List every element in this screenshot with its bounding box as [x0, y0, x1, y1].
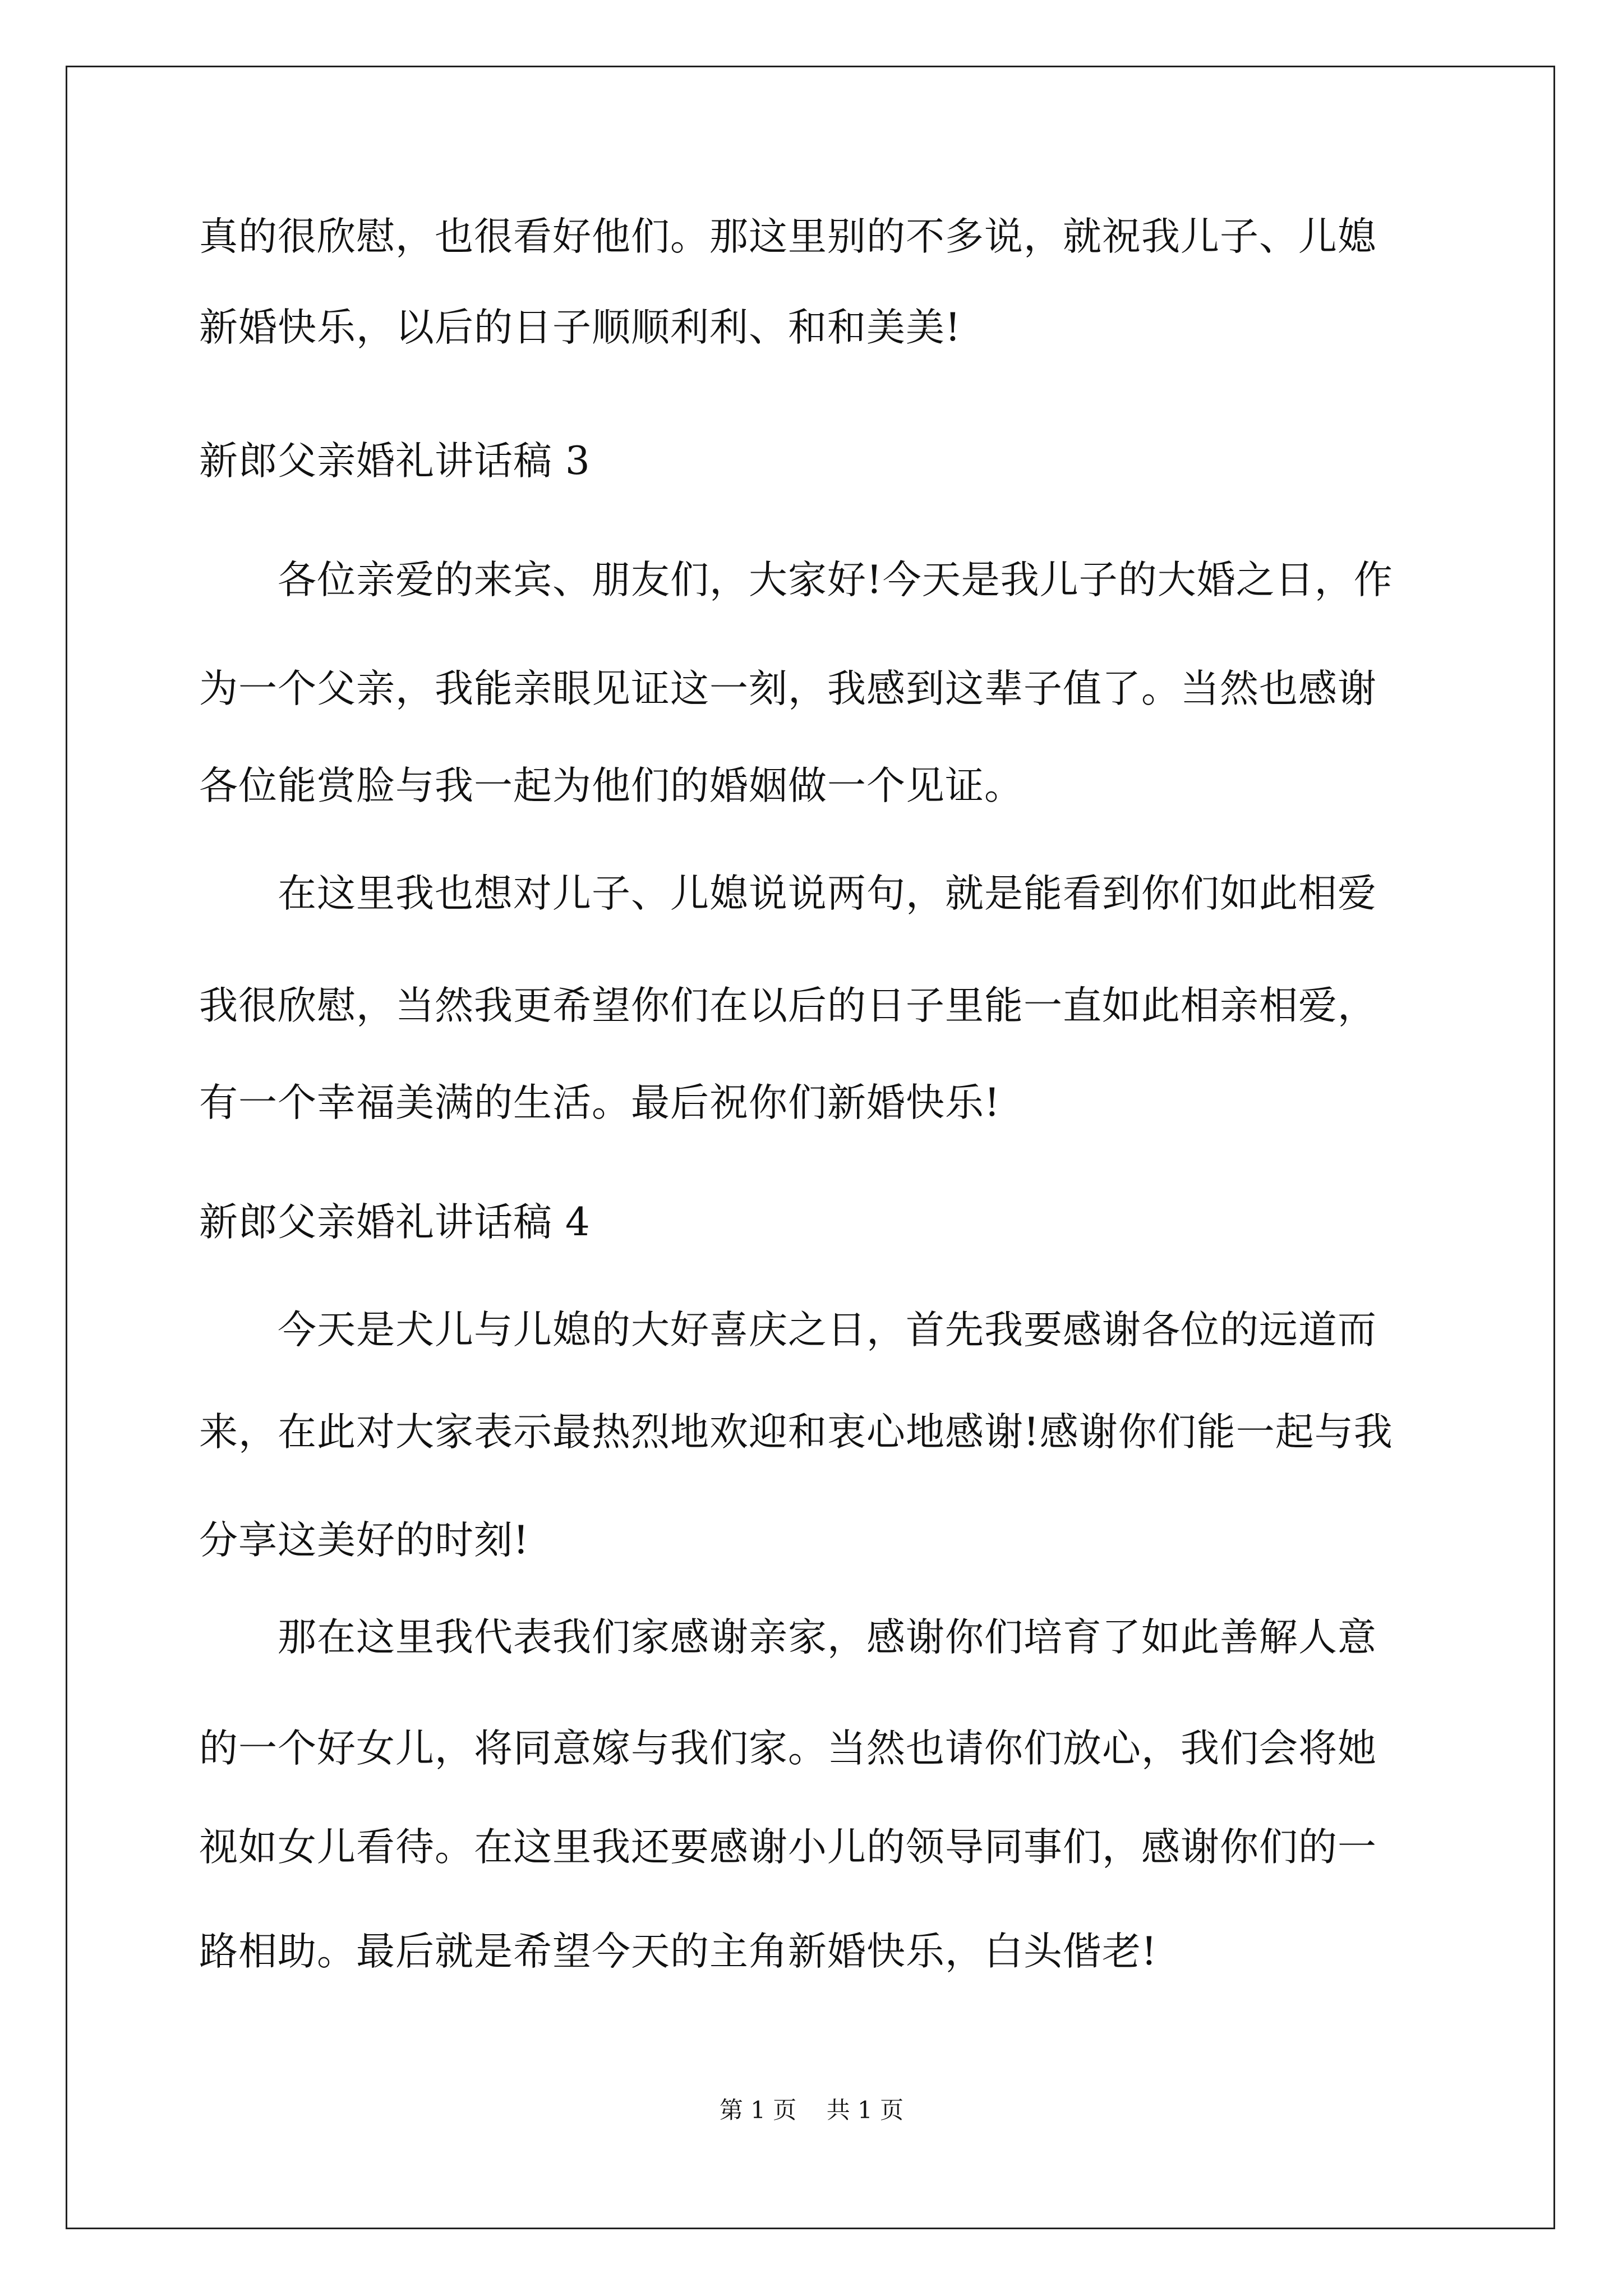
text-line: 真的很欣慰，也很看好他们。那这里别的不多说，就祝我儿子、儿媳: [199, 214, 1377, 259]
paragraph-line: 路相助。最后就是希望今天的主角新婚快乐，白头偕老!: [199, 1929, 1158, 1974]
paragraph-line: 在这里我也想对儿子、儿媳说说两句，就是能看到你们如此相爱: [278, 871, 1377, 916]
section-heading-3: 新郎父亲婚礼讲话稿 3: [199, 439, 591, 484]
paragraph-line: 我很欣慰，当然我更希望你们在以后的日子里能一直如此相亲相爱，: [199, 983, 1377, 1028]
page-number-footer: 第 1 页 共 1 页: [719, 2096, 904, 2124]
paragraph-line: 各位亲爱的来宾、朋友们，大家好!今天是我儿子的大婚之日，作: [278, 558, 1393, 602]
paragraph-line: 来，在此对大家表示最热烈地欢迎和衷心地感谢!感谢你们能一起与我: [199, 1410, 1393, 1455]
paragraph-line: 各位能赏脸与我一起为他们的婚姻做一个见证。: [199, 763, 1023, 808]
page-border: [66, 66, 1555, 2229]
paragraph-line: 分享这美好的时刻!: [199, 1518, 529, 1563]
paragraph-line: 的一个好女儿，将同意嫁与我们家。当然也请你们放心，我们会将她: [199, 1726, 1377, 1771]
paragraph-line: 有一个幸福美满的生活。最后祝你们新婚快乐!: [199, 1080, 1000, 1125]
section-heading-4: 新郎父亲婚礼讲话稿 4: [199, 1200, 591, 1245]
paragraph-line: 为一个父亲，我能亲眼见证这一刻，我感到这辈子值了。当然也感谢: [199, 666, 1377, 711]
text-line: 新婚快乐，以后的日子顺顺利利、和和美美!: [199, 305, 961, 350]
paragraph-line: 今天是犬儿与儿媳的大好喜庆之日，首先我要感谢各位的远道而: [278, 1308, 1377, 1352]
paragraph-line: 视如女儿看待。在这里我还要感谢小儿的领导同事们，感谢你们的一: [199, 1825, 1377, 1870]
paragraph-line: 那在这里我代表我们家感谢亲家，感谢你们培育了如此善解人意: [278, 1615, 1377, 1660]
